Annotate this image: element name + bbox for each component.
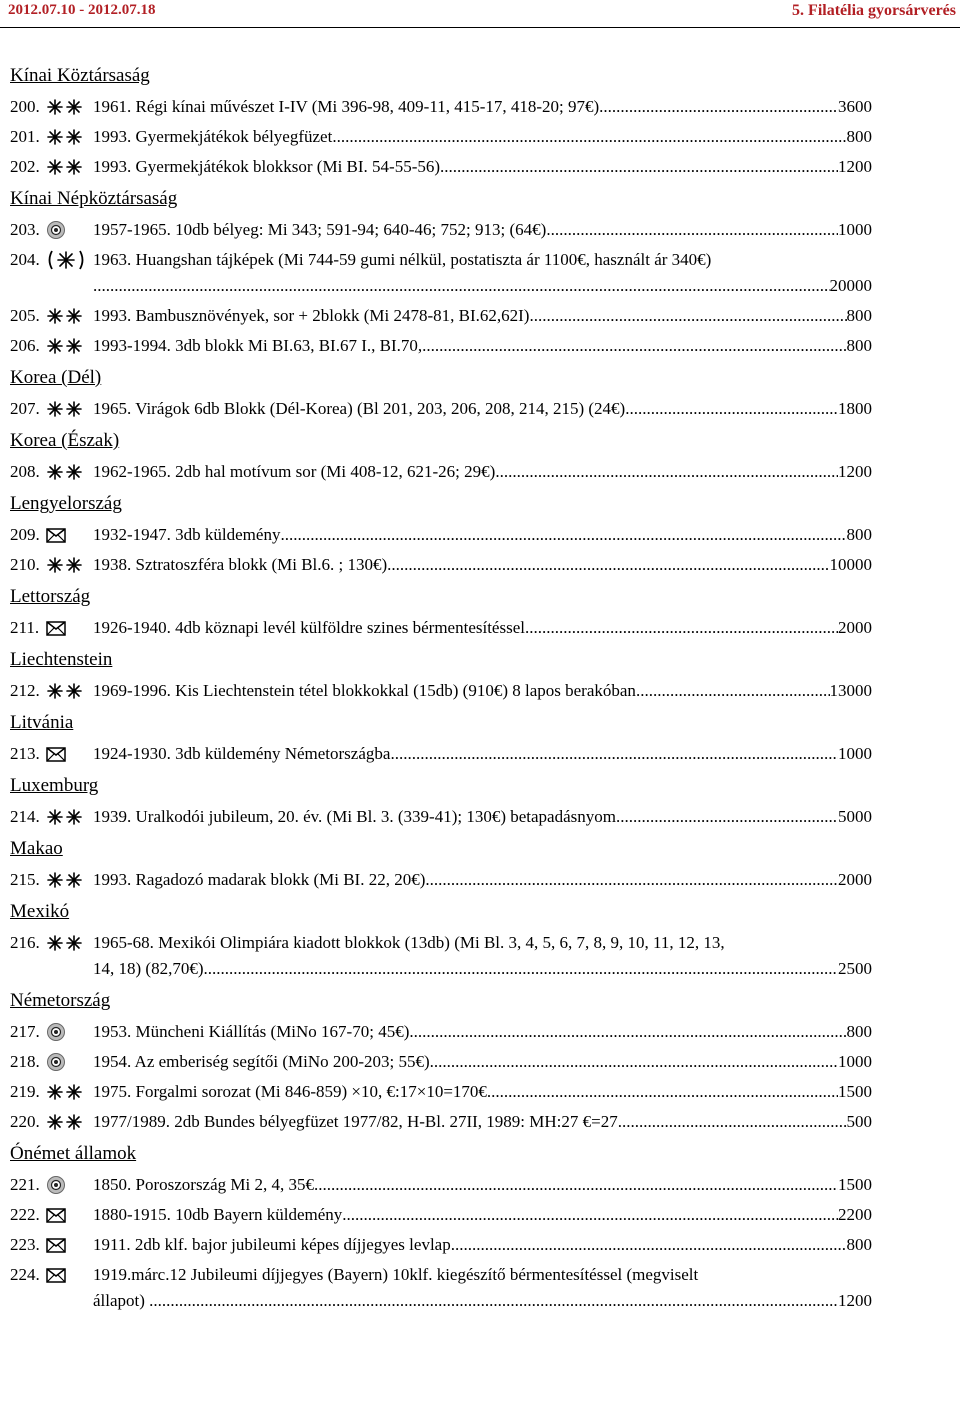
lot-number: 209. [10, 525, 40, 544]
dot-leader [451, 1232, 847, 1258]
double-star-icon [46, 552, 93, 578]
double-star-icon [46, 396, 93, 422]
lot-price: 1000 [838, 744, 872, 763]
lot-entry [10, 1172, 872, 1198]
lot-price: 13000 [829, 681, 872, 700]
envelope-icon [46, 522, 93, 548]
lot-price: 800 [846, 1022, 872, 1041]
lot-description: 1880-1915. 10db Bayern küldemény [93, 1205, 343, 1224]
lot-description: 1850. Poroszország Mi 2, 4, 35€ [93, 1175, 314, 1194]
lot-number: 216. [10, 933, 40, 952]
dot-leader [280, 522, 846, 548]
lot-number: 203. [10, 220, 40, 239]
lot-number: 211. [10, 618, 40, 637]
dot-leader [636, 678, 830, 704]
dot-leader [203, 956, 838, 982]
lot-entry [10, 804, 872, 830]
dot-leader [525, 615, 838, 641]
dot-leader [390, 741, 838, 767]
lot-entry [10, 1079, 872, 1105]
stamped-circle-icon [46, 217, 93, 243]
lot-entry [10, 154, 872, 180]
double-star-icon [46, 94, 93, 120]
country-heading: Korea (Dél) [10, 367, 102, 388]
date-range: 2012.07.10 - 2012.07.18 [8, 2, 156, 18]
lot-entry [10, 678, 872, 704]
lot-description: 1911. 2db klf. bajor jubileumi képes díjjegyes levlap [93, 1235, 451, 1254]
lot-price: 2000 [838, 870, 872, 889]
envelope-icon [46, 1262, 93, 1288]
lot-price: 3600 [838, 97, 872, 116]
lot-entry [10, 1109, 872, 1135]
lot-number: 215. [10, 870, 40, 889]
dot-leader [529, 303, 846, 329]
double-star-icon [46, 459, 93, 485]
dot-leader [430, 1049, 838, 1075]
lot-price: 1500 [838, 1082, 872, 1101]
lot-description: 1962-1965. 2db hal motívum sor (Mi 408-12, 621-26; 29€) [93, 462, 496, 481]
country-heading: Makao [10, 838, 63, 859]
lot-description: 1932-1947. 3db küldemény [93, 525, 281, 544]
lot-number: 212. [10, 681, 40, 700]
dot-leader [599, 94, 838, 120]
double-star-icon [46, 1109, 93, 1135]
lot-number: 201. [10, 127, 40, 146]
lot-number: 213. [10, 744, 40, 763]
dot-leader [546, 217, 838, 243]
lot-description-cont: 14, 18) (82,70€) [93, 959, 204, 978]
stamped-circle-icon [46, 1049, 93, 1075]
section-title: 5. Filatélia gyorsárverés [792, 2, 956, 19]
lot-description: 1993. Gyermekjátékok bélyegfüzet [93, 127, 333, 146]
lot-entry [10, 94, 872, 120]
lot-entry [10, 615, 872, 641]
header-divider [0, 27, 960, 28]
lot-price: 20000 [829, 276, 872, 295]
lot-description: 1963. Huangshan tájképek (Mi 744-59 gumi nélkül, postatiszta ár 1100€, használt ár 340€) [93, 250, 712, 269]
lot-number: 223. [10, 1235, 40, 1254]
lot-entry [10, 124, 872, 150]
dot-leader [425, 867, 838, 893]
lot-description: 1953. Müncheni Kiállítás (MiNo 167-70; 45€) [93, 1022, 410, 1041]
lot-description-cont: .... [93, 276, 110, 295]
lot-price: 800 [846, 127, 872, 146]
lot-number: 218. [10, 1052, 40, 1071]
lot-entry [10, 396, 872, 422]
lot-description-cont: állapot) . [93, 1291, 154, 1310]
lot-description: 1961. Régi kínai művészet I-IV (Mi 396-98, 409-11, 415-17, 418-20; 97€) [93, 97, 600, 116]
dot-leader [616, 804, 838, 830]
lot-number: 205. [10, 306, 40, 325]
lot-description: 1924-1930. 3db küldemény Németországba [93, 744, 391, 763]
lot-number: 200. [10, 97, 40, 116]
lot-price: 800 [846, 525, 872, 544]
country-heading: Korea (Észak) [10, 430, 120, 451]
lot-entry [10, 217, 872, 243]
country-heading: Németország [10, 990, 111, 1011]
lot-number: 217. [10, 1022, 40, 1041]
double-star-icon [46, 804, 93, 830]
dot-leader [153, 1288, 838, 1314]
lot-price: 5000 [838, 807, 872, 826]
double-star-icon [46, 867, 93, 893]
lot-number: 214. [10, 807, 40, 826]
lot-number: 221. [10, 1175, 40, 1194]
envelope-icon [46, 1202, 93, 1228]
lot-price: 1500 [838, 1175, 872, 1194]
lot-number: 206. [10, 336, 40, 355]
dot-leader [625, 396, 838, 422]
lot-entry [10, 522, 872, 548]
lot-description: 1965-68. Mexikói Olimpiára kiadott blokkok (13db) (Mi Bl. 3, 4, 5, 6, 7, 8, 9, 10, 11, 12, 13, [93, 933, 725, 952]
lot-entry [10, 930, 872, 982]
country-heading: Luxemburg [10, 775, 99, 796]
dot-leader [495, 459, 838, 485]
double-star-icon [46, 154, 93, 180]
stamped-circle-icon [46, 1172, 93, 1198]
lot-price: 800 [846, 336, 872, 355]
catalog-list [10, 64, 872, 1318]
lot-description: 1993. Ragadozó madarak blokk (Mi BI. 22, 20€) [93, 870, 426, 889]
lot-price: 2000 [838, 618, 872, 637]
lot-entry [10, 333, 872, 359]
double-star-icon [46, 678, 93, 704]
lot-description: 1954. Az emberiség segítői (MiNo 200-203; 55€) [93, 1052, 430, 1071]
lot-price: 1200 [838, 157, 872, 176]
lot-description: 1926-1940. 4db köznapi levél külföldre szines bérmentesítéssel [93, 618, 525, 637]
lot-number: 208. [10, 462, 40, 481]
country-heading: Lettország [10, 586, 91, 607]
envelope-icon [46, 741, 93, 767]
double-star-icon [46, 124, 93, 150]
envelope-icon [46, 615, 93, 641]
lot-entry [10, 1049, 872, 1075]
dot-leader [618, 1109, 847, 1135]
lot-price: 1200 [838, 462, 872, 481]
lot-price: 1000 [838, 220, 872, 239]
lot-number: 207. [10, 399, 40, 418]
lot-price: 800 [846, 306, 872, 325]
lot-price: 1000 [838, 1052, 872, 1071]
lot-description: 1977/1989. 2db Bundes bélyegfüzet 1977/82, H-Bl. 27II, 1989: MH:27 €=27 [93, 1112, 618, 1131]
dot-leader [440, 154, 838, 180]
lot-number: 222. [10, 1205, 40, 1224]
lot-entry [10, 1202, 872, 1228]
lot-entry [10, 247, 872, 299]
lot-entry [10, 1232, 872, 1258]
lot-description: 1969-1996. Kis Liechtenstein tétel blokkokkal (15db) (910€) 8 lapos berakóban [93, 681, 636, 700]
lot-price: 1200 [838, 1291, 872, 1310]
envelope-icon [46, 1232, 93, 1258]
lot-description: 1993. Bambusznövények, sor + 2blokk (Mi 2478-81, BI.62,62I) [93, 306, 530, 325]
lot-entry [10, 459, 872, 485]
lot-entry [10, 303, 872, 329]
lot-description: 1938. Sztratoszféra blokk (Mi Bl.6. ; 130€) [93, 555, 388, 574]
lot-number: 210. [10, 555, 40, 574]
lot-entry [10, 867, 872, 893]
lot-price: 2500 [838, 959, 872, 978]
double-star-icon [46, 303, 93, 329]
dot-leader [332, 124, 846, 150]
country-heading: Liechtenstein [10, 649, 113, 670]
lot-description: 1919.márc.12 Jubileumi díjjegyes (Bayern) 10klf. kiegészítő bérmentesítéssel (megviselt [93, 1265, 699, 1284]
lot-price: 2200 [838, 1205, 872, 1224]
lot-price: 1800 [838, 399, 872, 418]
lot-price: 500 [846, 1112, 872, 1131]
lot-description: 1957-1965. 10db bélyeg: Mi 343; 591-94; 640-46; 752; 913; (64€) [93, 220, 547, 239]
dot-leader [110, 273, 830, 299]
dot-leader [487, 1079, 838, 1105]
country-heading: Kínai Köztársaság [10, 65, 150, 86]
lot-number: 224. [10, 1265, 40, 1284]
stamped-circle-icon [46, 1019, 93, 1045]
country-heading: Mexikó [10, 901, 70, 922]
lot-number: 220. [10, 1112, 40, 1131]
dot-leader [314, 1172, 838, 1198]
lot-description: 1975. Forgalmi sorozat (Mi 846-859) ×10, €:17×10=170€ [93, 1082, 487, 1101]
lot-description: 1965. Virágok 6db Blokk (Dél-Korea) (Bl 201, 203, 206, 208, 214, 215) (24€) [93, 399, 626, 418]
country-heading: Kínai Népköztársaság [10, 188, 178, 209]
page-header [0, 0, 960, 28]
double-star-icon [46, 1079, 93, 1105]
lot-description: 1993. Gyermekjátékok blokksor (Mi BI. 54-55-56) [93, 157, 441, 176]
country-heading: Lengyelország [10, 493, 122, 514]
dot-leader [342, 1202, 838, 1228]
country-heading: Ónémet államok [10, 1143, 137, 1164]
lot-price: 800 [846, 1235, 872, 1254]
lot-entry [10, 1262, 872, 1314]
lot-number: 219. [10, 1082, 40, 1101]
dot-leader [387, 552, 829, 578]
lot-description: 1993-1994. 3db blokk Mi BI.63, BI.67 I., BI.70, [93, 336, 423, 355]
lot-number: 204. [10, 250, 40, 269]
lot-description: 1939. Uralkodói jubileum, 20. év. (Mi Bl. 3. (339-41); 130€) betapadásnyom [93, 807, 616, 826]
double-star-icon [46, 930, 93, 956]
lot-entry [10, 741, 872, 767]
lot-entry [10, 1019, 872, 1045]
lot-number: 202. [10, 157, 40, 176]
country-heading: Litvánia [10, 712, 74, 733]
lot-price: 10000 [829, 555, 872, 574]
dot-leader [422, 333, 846, 359]
lot-entry [10, 552, 872, 578]
star-in-parentheses-icon [46, 247, 93, 273]
double-star-icon [46, 333, 93, 359]
dot-leader [409, 1019, 846, 1045]
